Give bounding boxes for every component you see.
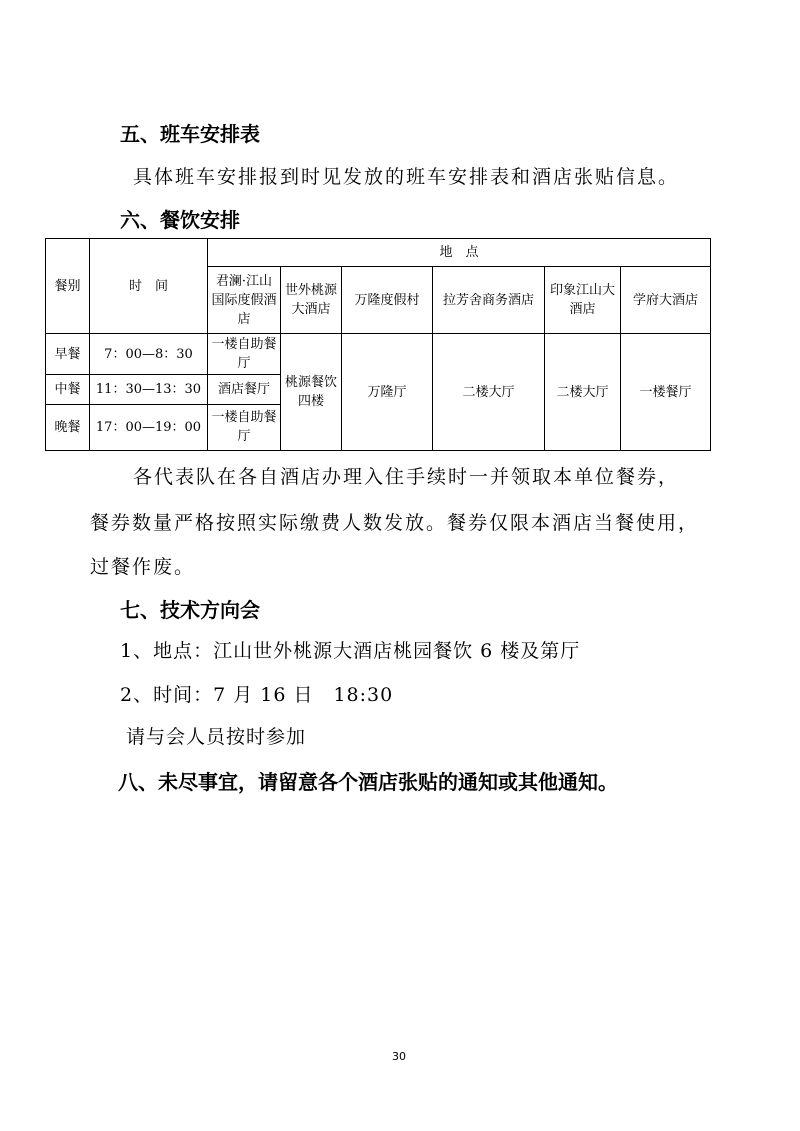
hotel6-cell: 一楼餐厅	[621, 334, 711, 451]
section8-heading: 八、未尽事宜，请留意各个酒店张贴的通知或其他通知。	[118, 770, 618, 794]
hotel4-cell: 二楼大厅	[433, 334, 545, 451]
hotel5-cell: 二楼大厅	[545, 334, 621, 451]
hotel-header: 印象江山大酒店	[545, 267, 621, 334]
hotel1-cell: 一楼自助餐厅	[208, 334, 281, 374]
meal-note-line3: 过餐作废。	[90, 556, 196, 578]
hotel-header: 拉芳舍商务酒店	[433, 267, 545, 334]
col-time-header: 时 间	[90, 239, 208, 334]
time-cell: 17：00—19：00	[90, 404, 208, 450]
hotel2-cell: 桃源餐饮四楼	[281, 334, 342, 451]
section6-heading: 六、餐饮安排	[120, 208, 240, 232]
section7-item2: 2、时间：7 月 16 日 18:30	[120, 684, 394, 706]
section5-body: 具体班车安排报到时见发放的班车安排表和酒店张贴信息。	[133, 166, 680, 188]
hotel1-cell: 一楼自助餐厅	[208, 404, 281, 450]
section5-heading: 五、班车安排表	[120, 122, 260, 146]
meal-cell: 中餐	[46, 374, 90, 404]
col-location-header: 地 点	[208, 239, 711, 267]
hotel-header: 学府大酒店	[621, 267, 711, 334]
hotel-header: 万隆度假村	[342, 267, 433, 334]
hotel-header: 世外桃源大酒店	[281, 267, 342, 334]
hotel1-cell: 酒店餐厅	[208, 374, 281, 404]
page-number: 30	[392, 1050, 406, 1063]
col-meal-header: 餐别	[46, 239, 90, 334]
meal-note-line2: 餐券数量严格按照实际缴费人数发放。餐券仅限本酒店当餐使用，	[90, 512, 700, 534]
section7-item3: 请与会人员按时参加	[126, 726, 307, 748]
meal-cell: 早餐	[46, 334, 90, 374]
hotel-header: 君澜·江山国际度假酒店	[208, 267, 281, 334]
meal-cell: 晚餐	[46, 404, 90, 450]
hotel3-cell: 万隆厅	[342, 334, 433, 451]
section7-heading: 七、技术方向会	[120, 598, 260, 622]
time-cell: 7：00—8：30	[90, 334, 208, 374]
section7-item1: 1、地点：江山世外桃源大酒店桃园餐饮 6 楼及第厅	[120, 640, 581, 662]
meal-note-line1: 各代表队在各自酒店办理入住手续时一并领取本单位餐券，	[133, 466, 680, 488]
time-cell: 11：30—13：30	[90, 374, 208, 404]
meal-schedule-table	[45, 238, 711, 451]
